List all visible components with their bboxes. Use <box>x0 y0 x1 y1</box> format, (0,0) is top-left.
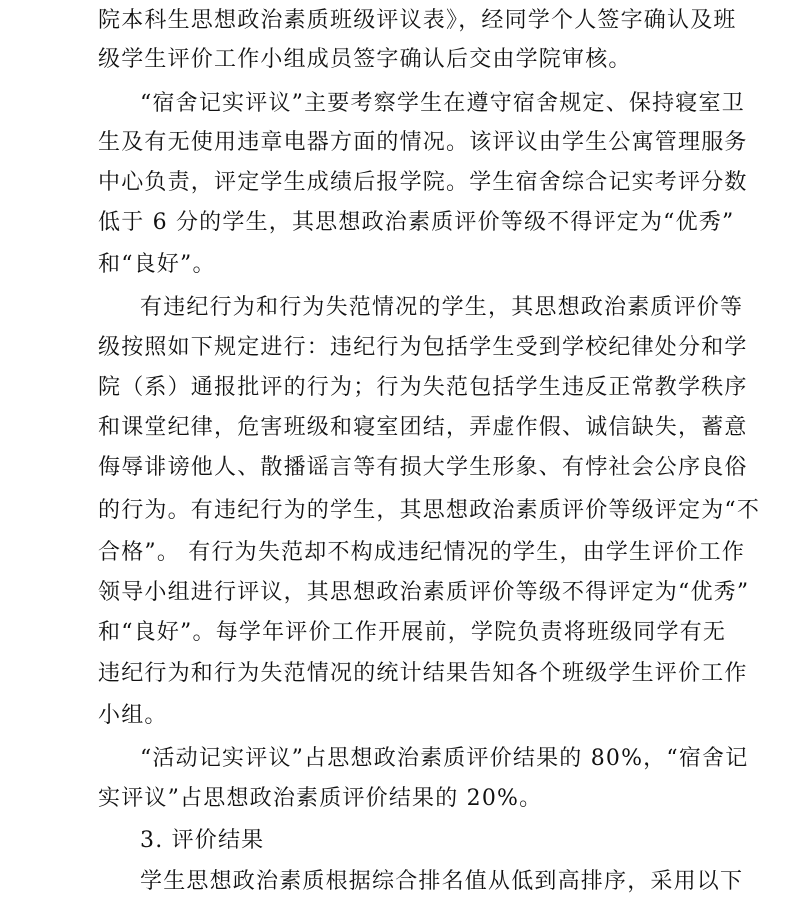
text-line: 级学生评价工作小组成员签字确认后交由学院审核。 <box>98 47 632 72</box>
text-line: 和课堂纪律，危害班级和寝室团结，弄虚作假、诚信缺失，蓄意 <box>98 415 748 440</box>
text-line: 违纪行为和行为失范情况的统计结果告知各个班级学生评价工作 <box>98 661 748 686</box>
paragraph-start-line: 学生思想政治素质根据综合排名值从低到高排序，采用以下 <box>140 869 744 894</box>
text-line: 和“良好”。每学年评价工作开展前，学院负责将班级同学有无 <box>98 620 727 645</box>
paragraph-start-line: “活动记实评议”占思想政治素质评价结果的 80%，“宿舍记 <box>140 746 749 771</box>
text-line: 院（系）通报批评的行为；行为失范包括学生违反正常教学秩序 <box>98 375 748 400</box>
text-line: 小组。 <box>98 703 168 728</box>
text-line: 的行为。有违纪行为的学生，其思想政治素质评价等级评定为“不 <box>98 498 761 523</box>
text-line: 侮辱诽谤他人、散播谣言等有损大学生形象、有悖社会公序良俗 <box>98 455 748 480</box>
section-heading: 3. 评价结果 <box>140 828 265 853</box>
text-line: 低于 6 分的学生，其思想政治素质评价等级不得评定为“优秀” <box>98 210 735 235</box>
paragraph-start-line: 有违纪行为和行为失范情况的学生，其思想政治素质评价等 <box>140 295 744 320</box>
text-line: 中心负责，评定学生成绩后报学院。学生宿舍综合记实考评分数 <box>98 170 748 195</box>
text-line: 级按照如下规定进行：违纪行为包括学生受到学校纪律处分和学 <box>98 335 748 360</box>
text-line: 和“良好”。 <box>98 252 216 277</box>
text-line: 院本科生思想政治素质班级评议表》，经同学个人签字确认及班 <box>98 8 737 33</box>
text-line: 领导小组进行评议，其思想政治素质评价等级不得评定为“优秀” <box>98 580 750 605</box>
text-line: 生及有无使用违章电器方面的情况。该评议由学生公寓管理服务 <box>98 130 748 155</box>
paragraph-start-line: “宿舍记实评议”主要考察学生在遵守宿舍规定、保持寝室卫 <box>140 91 745 116</box>
text-line: 实评议”占思想政治素质评价结果的 20%。 <box>98 786 543 811</box>
text-line: 合格”。 有行为失范却不构成违纪情况的学生，由学生评价工作 <box>98 540 746 565</box>
